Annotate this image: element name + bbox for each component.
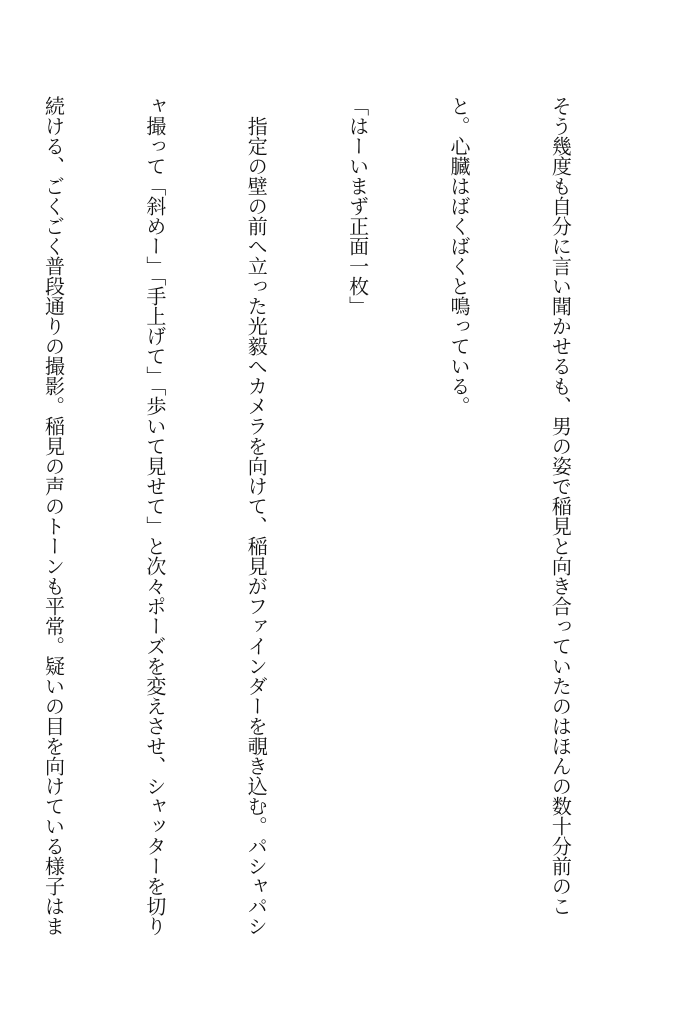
- text-line: ャ撮って「斜めー」「手上げて」「歩いて見せて」と次々ポーズを変えさせ、シャッターを切り: [142, 96, 167, 936]
- text-line: と。心臓はばくばくと鳴っている。: [447, 96, 472, 416]
- text-line: 続ける、ごくごく普段通りの撮影。稲見の声のトーンも平常。疑いの目を向けている様子はま: [41, 96, 66, 936]
- text-line: 「はーいまず正面一枚」: [345, 96, 370, 316]
- text-line: 指定の壁の前へ立った光毅へカメラを向けて、稲見がファインダーを覗き込む。パシャパシ: [244, 96, 269, 936]
- vertical-text-body: [41, 96, 644, 976]
- text-line: そう幾度も自分に言い聞かせるも、男の姿で稲見と向き合っていたのはほんの数十分前のこ: [548, 96, 573, 916]
